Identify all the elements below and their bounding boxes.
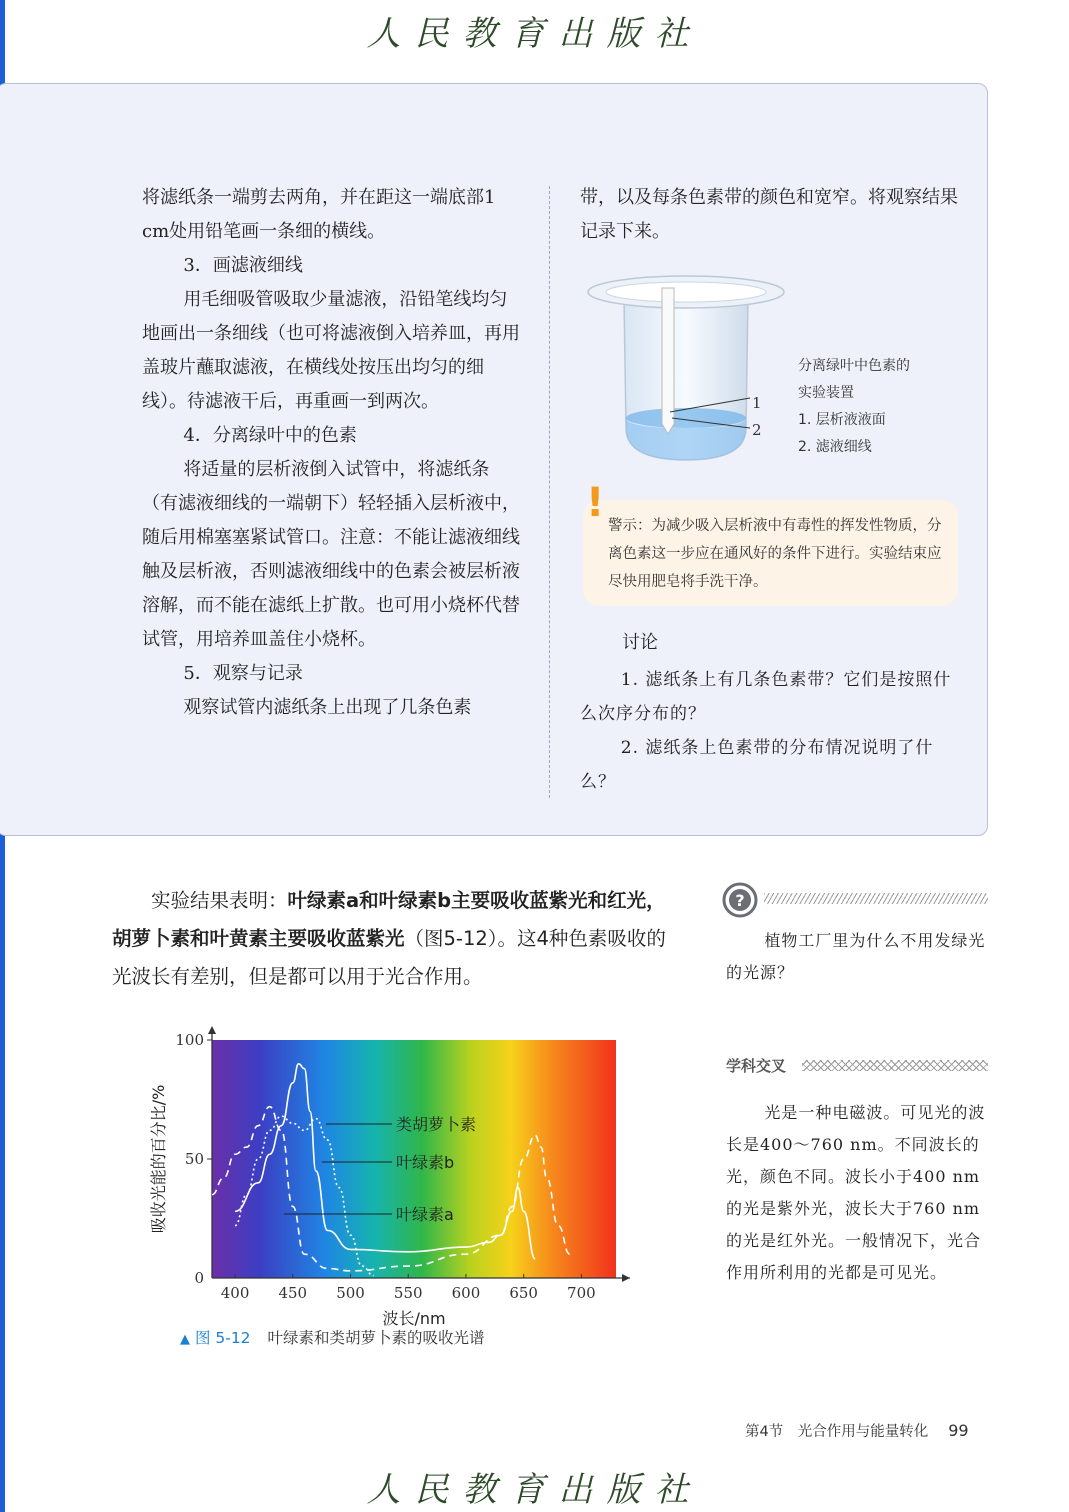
main-paragraph <box>112 882 672 996</box>
warning-text: 警示：为减少吸入层析液中有毒性的挥发性物质，分离色素这一步应在通风好的条件下进行。实验结束应尽快用肥皂将手洗干净。 <box>608 518 942 590</box>
main-paragraph-end: （图5-12）。这4种色素吸收的光波长有差别，但是都可以用于光合作用。 <box>112 927 666 988</box>
x-tick-label: 500 <box>336 1284 365 1302</box>
figure-caption <box>180 1326 485 1348</box>
figure-number: 图 5-12 <box>194 1329 251 1347</box>
svg-text:?: ? <box>735 891 745 910</box>
apparatus-label-2: 2 <box>752 421 762 439</box>
publisher-header: 人民教育出版社 <box>366 14 703 54</box>
y-tick-label: 50 <box>184 1150 204 1168</box>
experiment-paragraph: 3．画滤液细线 <box>183 255 303 276</box>
series-label: 叶绿素a <box>396 1205 454 1224</box>
discussion-list <box>580 663 960 799</box>
experiment-paragraph: 4．分离绿叶中的色素 <box>183 425 357 446</box>
cross-discipline-box <box>726 1097 988 1289</box>
sidebar-question <box>726 925 988 989</box>
x-tick-label: 450 <box>278 1284 308 1302</box>
footer-section: 第4节 光合作用与能量转化 <box>745 1424 929 1440</box>
main-paragraph-bold: 叶绿素a和叶绿素b主要吸收蓝紫光和红光，胡萝卜素和叶黄素主要吸收蓝紫光 <box>112 889 666 950</box>
experiment-paragraph: 用毛细吸管吸取少量滤液，沿铅笔线均匀地画出一条细线（也可将滤液倒入培养皿，再用盖玻片蘸取滤液，在横线处按压出均匀的细线）。待滤液干后，再重画一到两次。 <box>142 289 520 412</box>
experiment-paragraph: 观察试管内滤纸条上出现了几条色素 <box>183 697 472 718</box>
discussion-title: 讨论 <box>622 632 658 653</box>
x-tick-label: 400 <box>220 1284 250 1302</box>
question-divider <box>764 893 988 904</box>
warning-icon: ! <box>586 480 605 526</box>
page-footer <box>745 1420 969 1441</box>
apparatus-label-1: 1 <box>752 394 762 412</box>
series-label: 叶绿素b <box>396 1153 455 1172</box>
x-axis-label: 波长/nm <box>382 1309 446 1328</box>
x-tick-label: 550 <box>393 1284 423 1302</box>
cross-discipline-title: 学科交叉 <box>726 1057 787 1075</box>
x-tick-label: 700 <box>567 1284 596 1302</box>
apparatus-caption-line: 分离绿叶中色素的 <box>798 358 910 374</box>
x-tick-label: 600 <box>451 1284 481 1302</box>
discussion-item: 2. 滤纸条上色素带的分布情况说明了什么？ <box>580 738 934 792</box>
cross-discipline-text: 光是一种电磁波。可见光的波长是400～760 nm。不同波长的光，颜色不同。波长小于400 nm的光是紫外光，波长大于760 nm的光是红外光。一般情况下，光合作用所利用的光都是可见光。 <box>726 1103 986 1282</box>
column-separator <box>549 186 550 798</box>
apparatus-caption <box>798 353 910 461</box>
publisher-footer: 人民教育出版社 <box>366 1470 703 1510</box>
question-icon <box>722 882 758 918</box>
discussion-item: 1. 滤纸条上有几条色素带？它们是按照什么次序分布的？ <box>580 670 952 724</box>
x-tick-label: 650 <box>509 1284 538 1302</box>
page-number: 99 <box>948 1421 969 1440</box>
experiment-paragraph: 将适量的层析液倒入试管中，将滤纸条（有滤液细线的一端朝下）轻轻插入层析液中，随后用棉塞塞紧试管口。注意：不能让滤液细线触及层析液，否则滤液细线中的色素会被层析液溶解，而不能在滤纸上扩散。也可用小烧杯代替试管，用培养皿盖住小烧杯。 <box>142 459 520 650</box>
absorption-spectrum-chart <box>148 1020 648 1330</box>
series-label: 类胡萝卜素 <box>396 1115 477 1134</box>
experiment-left-column <box>142 181 522 725</box>
sidebar-question-text: 植物工厂里为什么不用发绿光的光源？ <box>726 931 986 982</box>
experiment-right-paragraph: 带，以及每条色素带的颜色和宽窄。将观察结果记录下来。 <box>580 187 958 242</box>
x-axis-arrow <box>622 1274 630 1282</box>
apparatus-caption-line: 2. 滤液细线 <box>798 439 872 455</box>
experiment-paragraph: 将滤纸条一端剪去两角，并在距这一端底部1 cm处用铅笔画一条细的横线。 <box>142 187 496 242</box>
figure-marker: ▲ <box>180 1332 190 1347</box>
main-paragraph-start: 实验结果表明： <box>151 889 288 912</box>
y-tick-label: 0 <box>194 1269 204 1287</box>
apparatus-caption-line: 1. 层析液液面 <box>798 412 886 428</box>
apparatus-caption-line: 实验装置 <box>798 385 854 401</box>
cross-discipline-divider <box>802 1060 988 1071</box>
y-axis-label: 吸收光能的百分比/% <box>149 1084 168 1234</box>
figure-title: 叶绿素和类胡萝卜素的吸收光谱 <box>267 1329 485 1347</box>
y-tick-label: 100 <box>175 1031 204 1049</box>
experiment-right-column <box>580 181 960 249</box>
y-axis-arrow <box>208 1026 216 1034</box>
experiment-paragraph: 5．观察与记录 <box>183 663 303 684</box>
